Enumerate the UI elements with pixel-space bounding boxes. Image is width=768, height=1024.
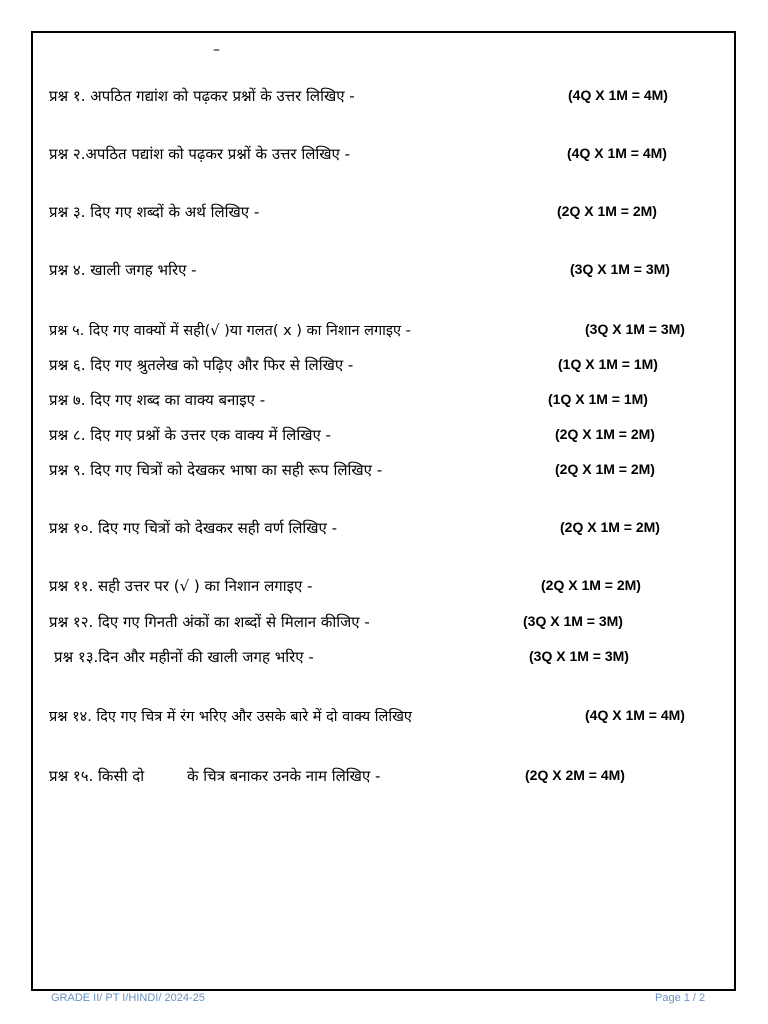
question-marks: (2Q X 1M = 2M): [555, 426, 655, 442]
question-text: प्रश्न १३.दिन और महीनों की खाली जगह भरिए -: [54, 648, 314, 666]
question-row: [49, 612, 729, 636]
question-text: प्रश्न ३. दिए गए शब्दों के अर्थ लिखिए -: [49, 203, 260, 221]
page-border: [31, 31, 736, 991]
question-row: [49, 390, 729, 414]
question-text: प्रश्न ७. दिए गए शब्द का वाक्य बनाइए -: [49, 391, 266, 409]
question-text: प्रश्न ८. दिए गए प्रश्नों के उत्तर एक वाक्य में लिखिए -: [49, 426, 331, 444]
question-row: [49, 355, 729, 379]
question-marks: (2Q X 2M = 4M): [525, 767, 625, 783]
question-text: प्रश्न ४. खाली जगह भरिए -: [49, 261, 197, 279]
question-row: [49, 460, 729, 484]
question-row: [49, 425, 729, 449]
footer-grade-label: GRADE II/ PT I/HINDI/ 2024-25: [51, 992, 205, 1004]
question-row: [49, 320, 729, 344]
question-marks: (4Q X 1M = 4M): [568, 87, 668, 103]
question-marks: (3Q X 1M = 3M): [570, 261, 670, 277]
question-text: प्रश्न ५. दिए गए वाक्यों में सही(√ )या गलत( x ) का निशान लगाइए -: [49, 323, 411, 339]
question-text: प्रश्न ९. दिए गए चित्रों को देखकर भाषा का सही रूप लिखिए -: [49, 461, 383, 479]
question-marks: (2Q X 1M = 2M): [557, 203, 657, 219]
question-text: प्रश्न १२. दिए गए गिनती अंकों का शब्दों से मिलान कीजिए -: [49, 613, 370, 631]
question-row: [49, 518, 729, 542]
question-text: प्रश्न २.अपठित पद्यांश को पढ़कर प्रश्नों के उत्तर लिखिए -: [49, 145, 351, 163]
question-text: प्रश्न ११. सही उत्तर पर (√ ) का निशान लगाइए -: [49, 577, 313, 595]
question-text: प्रश्न ६. दिए गए श्रुतलेख को पढ़िए और फिर से लिखिए -: [49, 356, 354, 374]
header-dash: –: [213, 42, 220, 58]
question-row: [49, 766, 729, 790]
footer-page-number: Page 1 / 2: [655, 992, 706, 1004]
question-marks: (4Q X 1M = 4M): [567, 145, 667, 161]
question-row: [49, 576, 729, 600]
question-marks: (2Q X 1M = 2M): [560, 519, 660, 535]
question-row: [49, 144, 729, 168]
question-row: [49, 260, 729, 284]
question-text: प्रश्न १०. दिए गए चित्रों को देखकर सही वर्ण लिखिए -: [49, 519, 338, 537]
question-row: [49, 706, 729, 730]
question-text: प्रश्न १४. दिए गए चित्र में रंग भरिए और उसके बारे में दो वाक्य लिखिए: [49, 709, 412, 725]
question-row: [49, 647, 729, 671]
question-marks: (3Q X 1M = 3M): [523, 613, 623, 629]
question-marks: (2Q X 1M = 2M): [541, 577, 641, 593]
question-marks: (3Q X 1M = 3M): [529, 648, 629, 664]
question-text: प्रश्न १. अपठित गद्यांश को पढ़कर प्रश्नों के उत्तर लिखिए -: [49, 87, 355, 105]
question-marks: (3Q X 1M = 3M): [585, 321, 685, 337]
question-row: [49, 86, 729, 110]
question-marks: (1Q X 1M = 1M): [558, 356, 658, 372]
question-marks: (2Q X 1M = 2M): [555, 461, 655, 477]
question-marks: (4Q X 1M = 4M): [585, 707, 685, 723]
question-row: [49, 202, 729, 226]
question-text: प्रश्न १५. किसी दो के चित्र बनाकर उनके नाम लिखिए -: [49, 767, 381, 785]
question-marks: (1Q X 1M = 1M): [548, 391, 648, 407]
